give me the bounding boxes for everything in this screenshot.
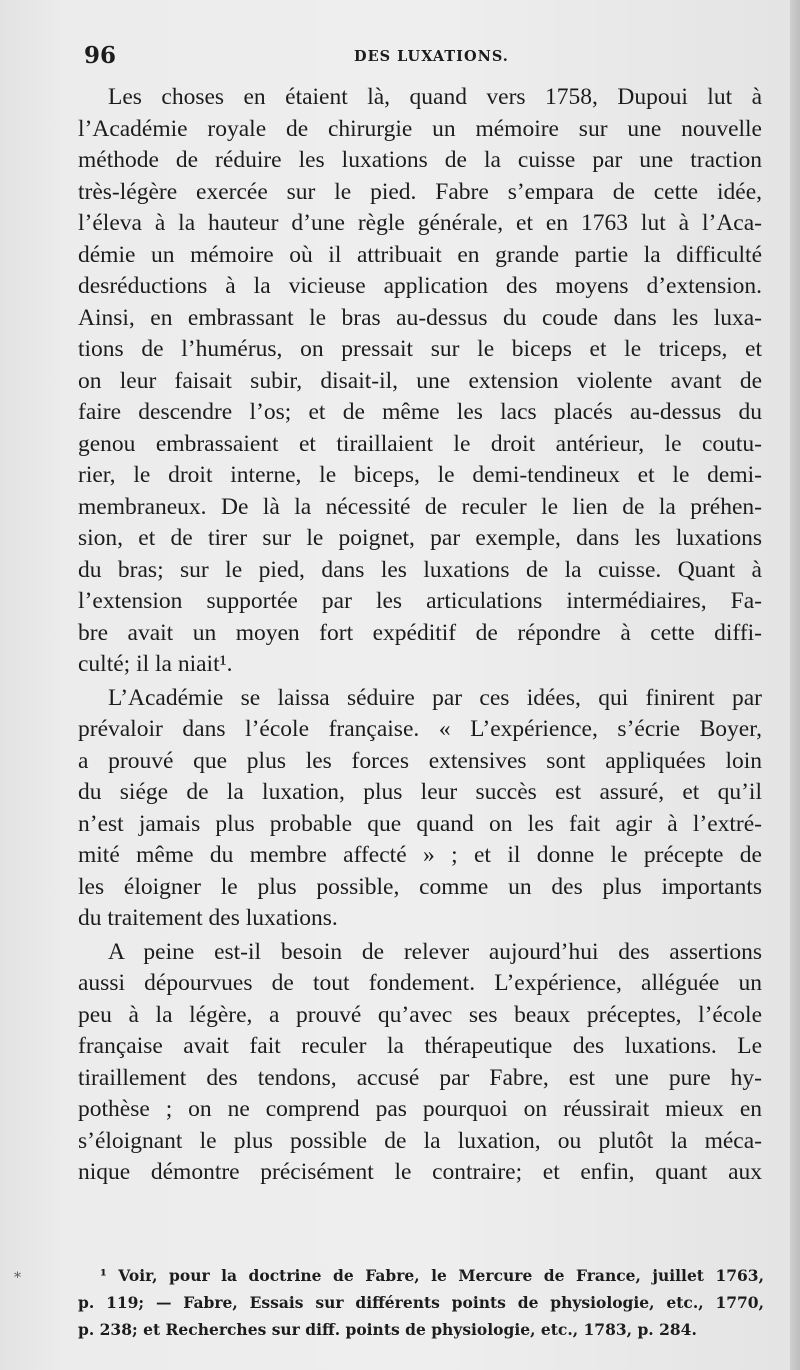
text-line: faire descendre l’os; et de même les lacs placés au-dessus du [78, 399, 762, 425]
text-line: aussi dépourvues de tout fondement. L’expérience, alléguée un [78, 970, 762, 996]
text-line: française avait fait reculer la thérapeutique des luxations. Le [78, 1033, 762, 1059]
text-line: nique démontre précisément le contraire; et enfin, quant aux [78, 1159, 762, 1185]
text-line: très-légère exercée sur le pied. Fabre s’empara de cette idée, [78, 178, 762, 205]
page-edge-shadow [790, 0, 800, 1370]
text-line: prévaloir dans l’école française. « L’expérience, s’écrie Boyer, [78, 716, 762, 742]
footnote [78, 1262, 764, 1343]
text-line: tions de l’humérus, on pressait sur le biceps et le triceps, et [78, 336, 762, 362]
text-line: l’extension supportée par les articulations intermédiaires, Fa- [78, 588, 762, 614]
running-title: DES LUXATIONS. [354, 48, 509, 65]
text-line: genou embrassaient et tiraillaient le droit antérieur, le coutu- [78, 430, 762, 457]
text-line: du traitement des luxations. [78, 905, 338, 931]
text-line: Les choses en étaient là, quand vers 1758, Dupoui lut à [108, 84, 762, 110]
body-text [78, 82, 762, 1189]
text-line: les éloigner le plus possible, comme un des plus importants [78, 873, 762, 900]
footnote-line: ¹ Voir, pour la doctrine de Fabre, le Mercure de France, juillet 1763, [100, 1266, 764, 1285]
text-line: desréductions à la vicieuse application des moyens d’extension. [78, 273, 762, 299]
text-line: rier, le droit interne, le biceps, le demi-tendineux et le demi- [78, 462, 762, 488]
text-line: du bras; sur le pied, dans les luxations de la cuisse. Quant à [78, 556, 762, 583]
text-line: mité même du membre affecté » ; et il donne le précepte de [78, 842, 762, 868]
text-line: n’est jamais plus probable que quand on les fait agir à l’extré- [78, 810, 762, 837]
text-line: sion, et de tirer sur le poignet, par exemple, dans les luxations [78, 525, 762, 551]
paragraph-1 [78, 82, 762, 681]
text-line: Ainsi, en embrassant le bras au-dessus du coude dans les luxa- [78, 304, 762, 331]
text-line: culté; il la niait¹. [78, 651, 233, 677]
text-line: peu à la légère, a prouvé qu’avec ses beaux préceptes, l’école [78, 1001, 762, 1028]
text-line: méthode de réduire les luxations de la cuisse par une traction [78, 147, 762, 173]
paragraph-2 [78, 683, 762, 935]
running-head [84, 38, 764, 74]
text-line: s’éloignant le plus possible de la luxation, ou plutôt la méca- [78, 1127, 762, 1154]
text-line: pothèse ; on ne comprend pas pourquoi on réussirait mieux en [78, 1096, 762, 1122]
text-line: bre avait un moyen fort expéditif de répondre à cette diffi- [78, 619, 762, 646]
text-line: membraneux. De là la nécessité de reculer le lien de la préhen- [78, 493, 762, 520]
margin-asterisk-mark: * [14, 1270, 21, 1286]
text-line: démie un mémoire où il attribuait en grande partie la difficulté [78, 241, 762, 268]
text-line: a prouvé que plus les forces extensives sont appliquées loin [78, 747, 762, 774]
footnote-line: p. 238; et Recherches sur diff. points de physiologie, etc., 1783, p. 284. [78, 1320, 697, 1339]
page-number: 96 [84, 42, 117, 69]
text-line: l’éleva à la hauteur d’une règle générale, et en 1763 lut à l’Aca- [78, 210, 762, 236]
text-line: tiraillement des tendons, accusé par Fabre, est une pure hy- [78, 1064, 762, 1091]
text-line: L’Académie se laissa séduire par ces idées, qui finirent par [108, 684, 762, 711]
footnote-line: p. 119; — Fabre, Essais sur différents points de physiologie, etc., 1770, [78, 1293, 764, 1312]
text-line: on leur faisait subir, disait-il, une extension violente avant de [78, 367, 762, 394]
text-line: l’Académie royale de chirurgie un mémoire sur une nouvelle [78, 115, 762, 142]
text-line: A peine est-il besoin de relever aujourd’hui des assertions [108, 938, 762, 965]
text-line: du siége de la luxation, plus leur succès est assuré, et qu’il [78, 779, 762, 805]
paragraph-3 [78, 937, 762, 1189]
